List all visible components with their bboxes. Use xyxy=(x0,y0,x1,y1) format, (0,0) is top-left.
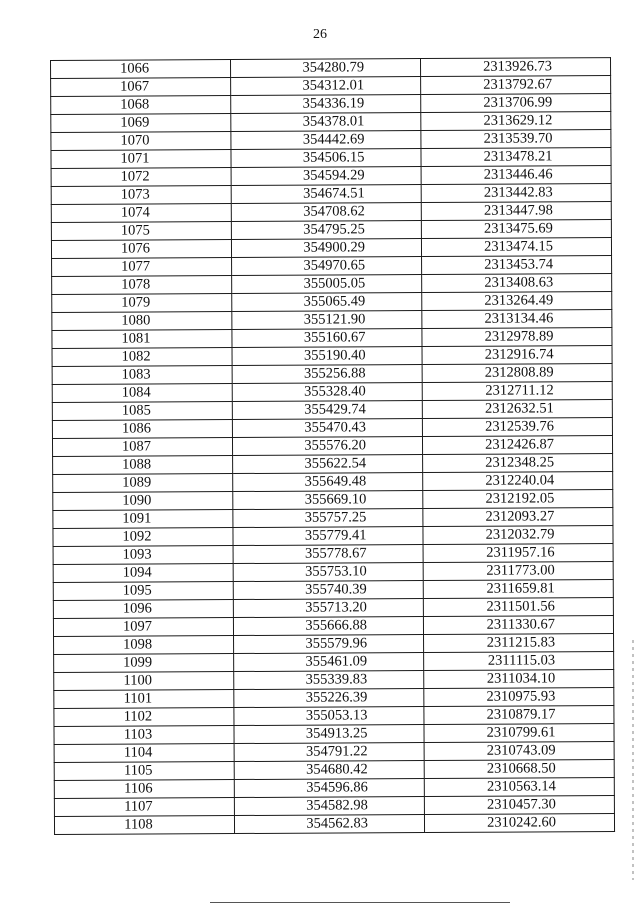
y-coordinate-cell: 2312539.76 xyxy=(422,418,612,437)
coordinates-table-body xyxy=(51,58,615,835)
table-row xyxy=(53,580,613,601)
y-coordinate-cell: 2311501.56 xyxy=(423,598,613,617)
point-number-cell: 1074 xyxy=(51,204,231,223)
table-row xyxy=(54,778,614,799)
point-number-cell: 1076 xyxy=(51,240,231,259)
point-number-cell: 1083 xyxy=(52,366,232,385)
x-coordinate-cell: 354442.69 xyxy=(231,131,421,150)
point-number-cell: 1086 xyxy=(52,420,232,439)
table-row xyxy=(51,112,611,133)
y-coordinate-cell: 2311957.16 xyxy=(423,544,613,563)
point-number-cell: 1072 xyxy=(51,168,231,187)
x-coordinate-cell: 354708.62 xyxy=(231,203,421,222)
table-row xyxy=(52,436,612,457)
y-coordinate-cell: 2311034.10 xyxy=(424,670,614,689)
x-coordinate-cell: 355339.83 xyxy=(234,671,424,690)
point-number-cell: 1096 xyxy=(53,600,233,619)
x-coordinate-cell: 355053.13 xyxy=(234,707,424,726)
table-row xyxy=(51,238,611,259)
x-coordinate-cell: 355121.90 xyxy=(232,311,422,330)
point-number-cell: 1066 xyxy=(51,60,231,79)
y-coordinate-cell: 2310743.09 xyxy=(424,742,614,761)
y-coordinate-cell: 2311773.00 xyxy=(423,562,613,581)
y-coordinate-cell: 2312916.74 xyxy=(422,346,612,365)
page-number: 26 xyxy=(313,27,327,42)
y-coordinate-cell: 2310563.14 xyxy=(424,778,614,797)
x-coordinate-cell: 354312.01 xyxy=(231,77,421,96)
table-row xyxy=(52,400,612,421)
point-number-cell: 1077 xyxy=(52,258,232,277)
point-number-cell: 1075 xyxy=(51,222,231,241)
y-coordinate-cell: 2312032.79 xyxy=(423,526,613,545)
table-row xyxy=(53,598,613,619)
y-coordinate-cell: 2310879.17 xyxy=(424,706,614,725)
table-row xyxy=(52,328,612,349)
point-number-cell: 1093 xyxy=(53,546,233,565)
point-number-cell: 1097 xyxy=(53,618,233,637)
y-coordinate-cell: 2313408.63 xyxy=(422,274,612,293)
point-number-cell: 1103 xyxy=(54,726,234,745)
point-number-cell: 1079 xyxy=(52,294,232,313)
table-row xyxy=(51,148,611,169)
table-row xyxy=(51,130,611,151)
y-coordinate-cell: 2313442.83 xyxy=(421,184,611,203)
x-coordinate-cell: 355666.88 xyxy=(233,617,423,636)
point-number-cell: 1070 xyxy=(51,132,231,151)
point-number-cell: 1102 xyxy=(54,708,234,727)
x-coordinate-cell: 354506.15 xyxy=(231,149,421,168)
y-coordinate-cell: 2313792.67 xyxy=(421,76,611,95)
y-coordinate-cell: 2313447.98 xyxy=(421,202,611,221)
x-coordinate-cell: 355576.20 xyxy=(232,437,422,456)
y-coordinate-cell: 2313539.70 xyxy=(421,130,611,149)
table-row xyxy=(54,814,614,835)
x-coordinate-cell: 354680.42 xyxy=(234,761,424,780)
x-coordinate-cell: 355065.49 xyxy=(232,293,422,312)
x-coordinate-cell: 354378.01 xyxy=(231,113,421,132)
point-number-cell: 1095 xyxy=(53,582,233,601)
x-coordinate-cell: 355256.88 xyxy=(232,365,422,384)
y-coordinate-cell: 2310668.50 xyxy=(424,760,614,779)
table-row xyxy=(53,508,613,529)
x-coordinate-cell: 355005.05 xyxy=(232,275,422,294)
table-row xyxy=(52,346,612,367)
y-coordinate-cell: 2313474.15 xyxy=(421,238,611,257)
point-number-cell: 1101 xyxy=(54,690,234,709)
y-coordinate-cell: 2313264.49 xyxy=(422,292,612,311)
point-number-cell: 1108 xyxy=(54,816,234,835)
y-coordinate-cell: 2310457.30 xyxy=(424,796,614,815)
point-number-cell: 1100 xyxy=(54,672,234,691)
x-coordinate-cell: 354900.29 xyxy=(231,239,421,258)
point-number-cell: 1105 xyxy=(54,762,234,781)
x-coordinate-cell: 355461.09 xyxy=(234,653,424,672)
x-coordinate-cell: 354596.86 xyxy=(234,779,424,798)
y-coordinate-cell: 2311115.03 xyxy=(424,652,614,671)
y-coordinate-cell: 2312808.89 xyxy=(422,364,612,383)
x-coordinate-cell: 355160.67 xyxy=(232,329,422,348)
point-number-cell: 1078 xyxy=(52,276,232,295)
point-number-cell: 1081 xyxy=(52,330,232,349)
x-coordinate-cell: 355470.43 xyxy=(232,419,422,438)
x-coordinate-cell: 355649.48 xyxy=(233,473,423,492)
table-row xyxy=(51,184,611,205)
x-coordinate-cell: 355779.41 xyxy=(233,527,423,546)
x-coordinate-cell: 355190.40 xyxy=(232,347,422,366)
x-coordinate-cell: 355579.96 xyxy=(234,635,424,654)
y-coordinate-cell: 2310799.61 xyxy=(424,724,614,743)
point-number-cell: 1090 xyxy=(53,492,233,511)
coordinates-table xyxy=(50,57,615,835)
table-row xyxy=(54,688,614,709)
point-number-cell: 1084 xyxy=(52,384,232,403)
x-coordinate-cell: 354582.98 xyxy=(234,797,424,816)
x-coordinate-cell: 354562.83 xyxy=(234,815,424,834)
point-number-cell: 1089 xyxy=(53,474,233,493)
y-coordinate-cell: 2311659.81 xyxy=(423,580,613,599)
x-coordinate-cell: 355328.40 xyxy=(232,383,422,402)
bottom-rule xyxy=(210,902,510,903)
x-coordinate-cell: 355713.20 xyxy=(233,599,423,618)
point-number-cell: 1088 xyxy=(53,456,233,475)
x-coordinate-cell: 354674.51 xyxy=(231,185,421,204)
point-number-cell: 1098 xyxy=(54,636,234,655)
point-number-cell: 1106 xyxy=(54,780,234,799)
y-coordinate-cell: 2312978.89 xyxy=(422,328,612,347)
table-row xyxy=(51,58,611,79)
x-coordinate-cell: 354594.29 xyxy=(231,167,421,186)
point-number-cell: 1067 xyxy=(51,78,231,97)
point-number-cell: 1071 xyxy=(51,150,231,169)
x-coordinate-cell: 355740.39 xyxy=(233,581,423,600)
x-coordinate-cell: 355226.39 xyxy=(234,689,424,708)
table-row xyxy=(51,76,611,97)
x-coordinate-cell: 355669.10 xyxy=(233,491,423,510)
y-coordinate-cell: 2313475.69 xyxy=(421,220,611,239)
point-number-cell: 1080 xyxy=(52,312,232,331)
table-row xyxy=(52,418,612,439)
point-number-cell: 1069 xyxy=(51,114,231,133)
table-row xyxy=(51,220,611,241)
x-coordinate-cell: 354970.65 xyxy=(232,257,422,276)
table-row xyxy=(51,202,611,223)
point-number-cell: 1091 xyxy=(53,510,233,529)
table-row xyxy=(52,310,612,331)
table-row xyxy=(53,562,613,583)
y-coordinate-cell: 2312240.04 xyxy=(423,472,613,491)
table-row xyxy=(52,292,612,313)
x-coordinate-cell: 354795.25 xyxy=(231,221,421,240)
y-coordinate-cell: 2311215.83 xyxy=(424,634,614,653)
table-row xyxy=(54,634,614,655)
table-row xyxy=(54,742,614,763)
y-coordinate-cell: 2313706.99 xyxy=(421,94,611,113)
table-row xyxy=(52,382,612,403)
table-row xyxy=(52,364,612,385)
x-coordinate-cell: 354336.19 xyxy=(231,95,421,114)
y-coordinate-cell: 2313629.12 xyxy=(421,112,611,131)
y-coordinate-cell: 2312632.51 xyxy=(422,400,612,419)
table-row xyxy=(53,472,613,493)
table-row xyxy=(53,526,613,547)
y-coordinate-cell: 2313926.73 xyxy=(420,58,610,77)
y-coordinate-cell: 2312711.12 xyxy=(422,382,612,401)
x-coordinate-cell: 355757.25 xyxy=(233,509,423,528)
point-number-cell: 1085 xyxy=(52,402,232,421)
x-coordinate-cell: 355778.67 xyxy=(233,545,423,564)
y-coordinate-cell: 2312093.27 xyxy=(423,508,613,527)
x-coordinate-cell: 355429.74 xyxy=(232,401,422,420)
table-row xyxy=(52,256,612,277)
y-coordinate-cell: 2310242.60 xyxy=(424,814,614,833)
point-number-cell: 1068 xyxy=(51,96,231,115)
point-number-cell: 1094 xyxy=(53,564,233,583)
y-coordinate-cell: 2313446.46 xyxy=(421,166,611,185)
point-number-cell: 1099 xyxy=(54,654,234,673)
table-row xyxy=(54,706,614,727)
y-coordinate-cell: 2313453.74 xyxy=(422,256,612,275)
scan-edge-artifact xyxy=(632,640,634,880)
table-row xyxy=(52,274,612,295)
x-coordinate-cell: 355753.10 xyxy=(233,563,423,582)
table-row xyxy=(53,454,613,475)
point-number-cell: 1082 xyxy=(52,348,232,367)
y-coordinate-cell: 2313478.21 xyxy=(421,148,611,167)
y-coordinate-cell: 2311330.67 xyxy=(423,616,613,635)
x-coordinate-cell: 355622.54 xyxy=(233,455,423,474)
table-row xyxy=(54,796,614,817)
table-row xyxy=(54,670,614,691)
point-number-cell: 1087 xyxy=(52,438,232,457)
table-row xyxy=(53,616,613,637)
point-number-cell: 1092 xyxy=(53,528,233,547)
table-row xyxy=(51,94,611,115)
y-coordinate-cell: 2310975.93 xyxy=(424,688,614,707)
table-row xyxy=(53,544,613,565)
x-coordinate-cell: 354280.79 xyxy=(231,59,421,78)
point-number-cell: 1073 xyxy=(51,186,231,205)
table-row xyxy=(51,166,611,187)
table-row xyxy=(54,760,614,781)
table-row xyxy=(54,652,614,673)
point-number-cell: 1104 xyxy=(54,744,234,763)
y-coordinate-cell: 2313134.46 xyxy=(422,310,612,329)
y-coordinate-cell: 2312192.05 xyxy=(423,490,613,509)
table-row xyxy=(54,724,614,745)
table-row xyxy=(53,490,613,511)
y-coordinate-cell: 2312426.87 xyxy=(422,436,612,455)
y-coordinate-cell: 2312348.25 xyxy=(423,454,613,473)
x-coordinate-cell: 354791.22 xyxy=(234,743,424,762)
point-number-cell: 1107 xyxy=(54,798,234,817)
x-coordinate-cell: 354913.25 xyxy=(234,725,424,744)
